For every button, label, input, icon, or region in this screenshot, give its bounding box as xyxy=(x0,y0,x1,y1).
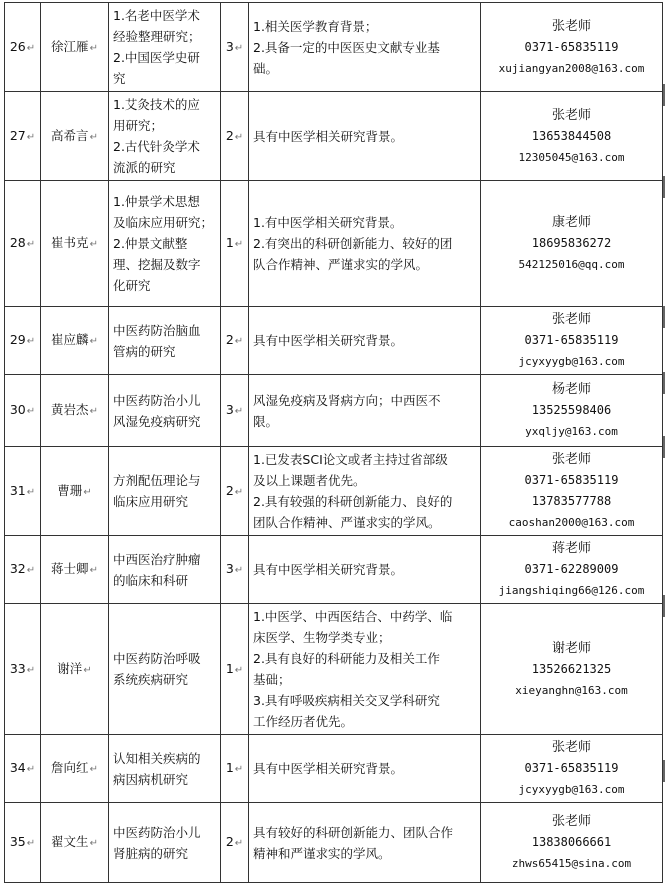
contact-teacher: 张老师 xyxy=(551,312,591,327)
row-number: 28 xyxy=(9,235,26,250)
contact-cell xyxy=(481,536,663,604)
research-direction-cell xyxy=(109,181,221,307)
advisor-name-cell xyxy=(41,735,109,803)
advisor-name-cell xyxy=(41,3,109,92)
requirement-line: 1.中医学、中西医结合、中药学、临 xyxy=(253,609,453,624)
row-number: 32 xyxy=(9,561,26,576)
table-row xyxy=(5,307,663,375)
requirements-cell xyxy=(249,181,481,307)
research-direction-cell xyxy=(109,604,221,735)
row-number: 30 xyxy=(9,402,26,417)
research-direction-line: 病因病机研究 xyxy=(113,771,189,787)
contact-teacher: 张老师 xyxy=(551,740,591,755)
contact-email: yxqljy@163.com xyxy=(525,425,618,438)
requirements-cell xyxy=(249,307,481,375)
paragraph-mark: ↵ xyxy=(89,42,98,54)
row-number-cell xyxy=(5,803,41,883)
row-number-cell xyxy=(5,735,41,803)
paragraph-mark: ↵ xyxy=(89,336,98,347)
paragraph-mark: ↵ xyxy=(234,239,244,250)
contact-cell xyxy=(481,3,663,92)
contact-cell xyxy=(481,735,663,803)
research-direction-line: 肾脏病的研究 xyxy=(113,845,189,861)
research-direction-line: 1.艾灸技术的应 xyxy=(113,97,200,112)
row-number: 31 xyxy=(9,482,26,498)
contact-email: 542125016@qq.com xyxy=(518,258,625,271)
research-direction-line: 2.中国医学史研 xyxy=(113,50,200,65)
row-number: 33 xyxy=(9,660,26,676)
advisor-name: 黄岩杰 xyxy=(51,402,89,417)
advisor-name: 崔应麟 xyxy=(51,332,89,347)
contact-cell xyxy=(481,604,663,735)
advisor-name-cell xyxy=(41,307,109,375)
paragraph-mark: ↵ xyxy=(89,565,98,576)
contact-cell xyxy=(481,447,663,536)
requirement-line: 1.相关医学教育背景； xyxy=(253,18,378,34)
research-direction-cell xyxy=(109,735,221,803)
research-direction-cell xyxy=(109,3,221,92)
row-number-cell xyxy=(5,307,41,375)
requirement-line: 具有较好的科研创新能力、团队合作 xyxy=(253,824,454,840)
enrollment-count-cell xyxy=(221,735,249,803)
research-direction-line: 认知相关疾病的 xyxy=(113,750,201,766)
row-number: 34 xyxy=(9,760,26,775)
requirement-line: 工作经历者优先。 xyxy=(253,714,354,729)
enrollment-count-cell xyxy=(221,307,249,375)
contact-teacher: 蒋老师 xyxy=(551,541,591,556)
enrollment-count: 1 xyxy=(225,235,234,250)
requirement-line: 团队合作精神、严谨求实的学风。 xyxy=(253,515,441,530)
requirement-line: 及以上课题者优先。 xyxy=(253,473,366,488)
paragraph-mark: ↵ xyxy=(83,664,92,676)
research-direction-line: 中医药防治呼吸 xyxy=(113,651,201,666)
contact-email: xieyanghn@163.com xyxy=(515,683,628,697)
research-direction-cell xyxy=(109,536,221,604)
enrollment-count-cell xyxy=(221,181,249,307)
advisor-name-cell xyxy=(41,536,109,604)
row-number-cell xyxy=(5,536,41,604)
paragraph-mark: ↵ xyxy=(89,838,98,849)
requirement-line: 具有中医学相关研究背景。 xyxy=(253,761,404,776)
advisor-name: 高希言 xyxy=(51,127,89,143)
paragraph-mark: ↵ xyxy=(26,406,36,417)
research-direction-line: 管病的研究 xyxy=(113,343,176,359)
research-direction-line: 究 xyxy=(113,71,126,86)
table-row xyxy=(5,536,663,604)
research-direction-line: 及临床应用研究； xyxy=(113,215,214,230)
paragraph-mark: ↵ xyxy=(234,565,244,576)
research-direction-line: 中医药防治脑血 xyxy=(113,322,201,338)
contact-email: 12305045@163.com xyxy=(518,150,625,164)
requirements-cell xyxy=(249,536,481,604)
contact-phone: 13526621325 xyxy=(531,661,612,676)
advisor-name-cell xyxy=(41,375,109,447)
requirement-line: 风湿免疫病及肾病方向；中西医不 xyxy=(253,392,441,408)
right-edge-mark xyxy=(663,84,665,106)
paragraph-mark: ↵ xyxy=(234,131,244,143)
right-edge-mark xyxy=(663,436,665,458)
requirements-cell xyxy=(249,3,481,92)
contact-email: caoshan2000@163.com xyxy=(508,516,635,529)
enrollment-count: 3 xyxy=(225,402,234,417)
requirements-cell xyxy=(249,375,481,447)
row-number: 27 xyxy=(9,127,26,143)
enrollment-count: 2 xyxy=(225,332,234,347)
row-number-cell xyxy=(5,447,41,536)
table-row xyxy=(5,181,663,307)
contact-teacher: 张老师 xyxy=(551,18,591,34)
requirement-line: 基础； xyxy=(253,672,291,687)
paragraph-mark: ↵ xyxy=(234,664,244,676)
enrollment-count-cell xyxy=(221,375,249,447)
enrollment-count: 3 xyxy=(225,38,234,54)
contact-phone: 0371-65835119 xyxy=(524,333,619,347)
right-edge-mark xyxy=(663,176,665,198)
enrollment-count: 3 xyxy=(225,561,234,576)
right-edge-mark xyxy=(663,595,665,617)
research-direction-cell xyxy=(109,92,221,181)
research-direction-line: 化研究 xyxy=(113,278,151,293)
research-direction-line: 系统疾病研究 xyxy=(113,672,189,687)
research-direction-line: 风湿免疫病研究 xyxy=(113,413,201,429)
advisor-name-cell xyxy=(41,604,109,735)
requirement-line: 床医学、生物学类专业； xyxy=(253,630,391,645)
contact-teacher: 张老师 xyxy=(551,452,591,467)
requirement-line: 具有中医学相关研究背景。 xyxy=(253,562,404,577)
contact-email: jiangshiqing66@126.com xyxy=(498,584,645,597)
requirement-line: 2.有突出的科研创新能力、较好的团 xyxy=(253,236,453,251)
research-direction-line: 2.古代针灸学术 xyxy=(113,139,200,154)
research-direction-cell xyxy=(109,803,221,883)
contact-cell xyxy=(481,803,663,883)
research-direction-line: 理、挖掘及数字 xyxy=(113,257,201,272)
advisor-name: 谢洋 xyxy=(57,660,83,676)
advisor-name-cell xyxy=(41,92,109,181)
advisor-name: 崔书克 xyxy=(51,235,89,250)
paragraph-mark: ↵ xyxy=(26,764,36,775)
research-direction-cell xyxy=(109,375,221,447)
paragraph-mark: ↵ xyxy=(234,838,244,849)
table-row xyxy=(5,375,663,447)
requirement-line: 3.具有呼吸疾病相关交叉学科研究 xyxy=(253,693,440,708)
table-row xyxy=(5,604,663,735)
paragraph-mark: ↵ xyxy=(26,664,36,676)
requirement-line: 1.已发表SCI论文或者主持过省部级 xyxy=(253,452,448,467)
contact-cell xyxy=(481,375,663,447)
row-number-cell xyxy=(5,604,41,735)
paragraph-mark: ↵ xyxy=(89,239,98,250)
paragraph-mark: ↵ xyxy=(26,565,36,576)
research-direction-cell xyxy=(109,447,221,536)
requirements-cell xyxy=(249,604,481,735)
enrollment-count: 2 xyxy=(225,482,234,498)
research-direction-line: 方剂配伍理论与 xyxy=(113,473,201,488)
row-number: 29 xyxy=(9,332,26,347)
paragraph-mark: ↵ xyxy=(26,486,36,498)
row-number-cell xyxy=(5,3,41,92)
requirement-line: 2.具备一定的中医医史文献专业基 xyxy=(253,39,440,55)
enrollment-count: 1 xyxy=(225,760,234,775)
paragraph-mark: ↵ xyxy=(234,406,244,417)
row-number-cell xyxy=(5,375,41,447)
advisor-name: 蒋士卿 xyxy=(51,561,89,576)
research-direction-line: 经验整理研究； xyxy=(113,29,201,44)
contact-teacher: 康老师 xyxy=(551,215,591,230)
research-direction-line: 的临床和科研 xyxy=(113,572,189,588)
contact-cell xyxy=(481,92,663,181)
paragraph-mark: ↵ xyxy=(26,42,36,54)
contact-email: xujiangyan2008@163.com xyxy=(498,61,645,75)
research-direction-line: 1.仲景学术思想 xyxy=(113,194,200,209)
research-direction-line: 用研究； xyxy=(113,118,164,133)
contact-teacher: 张老师 xyxy=(551,107,591,123)
contact-teacher: 杨老师 xyxy=(551,382,591,397)
paragraph-mark: ↵ xyxy=(234,42,244,54)
contact-phone: 13838066661 xyxy=(531,835,612,849)
contact-teacher: 张老师 xyxy=(551,814,591,829)
advisor-name-cell xyxy=(41,803,109,883)
requirement-line: 限。 xyxy=(253,413,279,429)
advisor-name-cell xyxy=(41,447,109,536)
enrollment-count-cell xyxy=(221,447,249,536)
requirement-line: 2.具有较强的科研创新能力、良好的 xyxy=(253,494,453,509)
paragraph-mark: ↵ xyxy=(89,764,98,775)
contact-phone: 13525598406 xyxy=(531,403,612,417)
contact-email: zhws65415@sina.com xyxy=(511,857,632,870)
enrollment-count-cell xyxy=(221,92,249,181)
enrollment-count-cell xyxy=(221,536,249,604)
contact-phone: 13653844508 xyxy=(531,128,612,143)
research-direction-line: 1.名老中医学术 xyxy=(113,8,200,23)
requirements-cell xyxy=(249,447,481,536)
paragraph-mark: ↵ xyxy=(26,838,36,849)
advisor-name-cell xyxy=(41,181,109,307)
research-direction-cell xyxy=(109,307,221,375)
enrollment-count: 2 xyxy=(225,127,234,143)
contact-phone: 0371-65835119 xyxy=(524,473,619,487)
row-number-cell xyxy=(5,92,41,181)
research-direction-line: 中医药防治小儿 xyxy=(113,824,201,840)
requirement-line: 具有中医学相关研究背景。 xyxy=(253,128,404,144)
advisor-name: 徐江雁 xyxy=(51,38,89,54)
research-direction-line: 2.仲景文献整 xyxy=(113,236,188,251)
research-direction-line: 临床应用研究 xyxy=(113,494,189,509)
requirements-cell xyxy=(249,92,481,181)
row-number: 35 xyxy=(9,834,26,849)
contact-email: jcyxyygb@163.com xyxy=(518,783,625,796)
table-row xyxy=(5,92,663,181)
contact-phone-secondary: 13783577788 xyxy=(531,494,612,508)
enrollment-count-cell xyxy=(221,803,249,883)
advisor-name: 翟文生 xyxy=(51,834,89,849)
research-direction-line: 中西医治疗肿瘤 xyxy=(113,551,201,567)
table-row xyxy=(5,803,663,883)
research-direction-line: 中医药防治小儿 xyxy=(113,392,201,408)
paragraph-mark: ↵ xyxy=(26,131,36,143)
paragraph-mark: ↵ xyxy=(89,131,98,143)
table-row xyxy=(5,447,663,536)
right-edge-mark xyxy=(663,306,665,328)
right-edge-mark xyxy=(663,372,665,394)
requirement-line: 队合作精神、严谨求实的学风。 xyxy=(253,257,429,272)
requirement-line: 础。 xyxy=(253,60,279,76)
contact-phone: 0371-62289009 xyxy=(524,562,619,576)
contact-phone: 18695836272 xyxy=(531,236,612,250)
requirement-line: 1.有中医学相关研究背景。 xyxy=(253,215,403,230)
enrollment-count: 1 xyxy=(225,660,234,676)
contact-cell xyxy=(481,181,663,307)
paragraph-mark: ↵ xyxy=(234,764,244,775)
enrollment-count-cell xyxy=(221,3,249,92)
paragraph-mark: ↵ xyxy=(89,406,98,417)
requirement-line: 精神和严谨求实的学风。 xyxy=(253,845,391,861)
paragraph-mark: ↵ xyxy=(26,239,36,250)
enrollment-count-cell xyxy=(221,604,249,735)
paragraph-mark: ↵ xyxy=(83,486,92,498)
paragraph-mark: ↵ xyxy=(26,336,36,347)
contact-teacher: 谢老师 xyxy=(551,640,591,656)
table-row xyxy=(5,735,663,803)
advisor-table xyxy=(4,2,663,883)
requirement-line: 2.具有良好的科研能力及相关工作 xyxy=(253,651,440,666)
right-edge-mark xyxy=(663,760,665,782)
research-direction-line: 流派的研究 xyxy=(113,160,176,175)
advisor-name: 曹珊 xyxy=(57,482,83,498)
requirements-cell xyxy=(249,803,481,883)
contact-phone: 0371-65835119 xyxy=(524,761,619,775)
contact-cell xyxy=(481,307,663,375)
paragraph-mark: ↵ xyxy=(234,486,244,498)
contact-email: jcyxyygb@163.com xyxy=(518,355,625,368)
contact-phone: 0371-65835119 xyxy=(524,39,619,54)
row-number-cell xyxy=(5,181,41,307)
table-row xyxy=(5,3,663,92)
enrollment-count: 2 xyxy=(225,834,234,849)
advisor-name: 詹向红 xyxy=(51,760,89,775)
paragraph-mark: ↵ xyxy=(234,336,244,347)
row-number: 26 xyxy=(9,38,26,54)
requirements-cell xyxy=(249,735,481,803)
requirement-line: 具有中医学相关研究背景。 xyxy=(253,333,404,348)
